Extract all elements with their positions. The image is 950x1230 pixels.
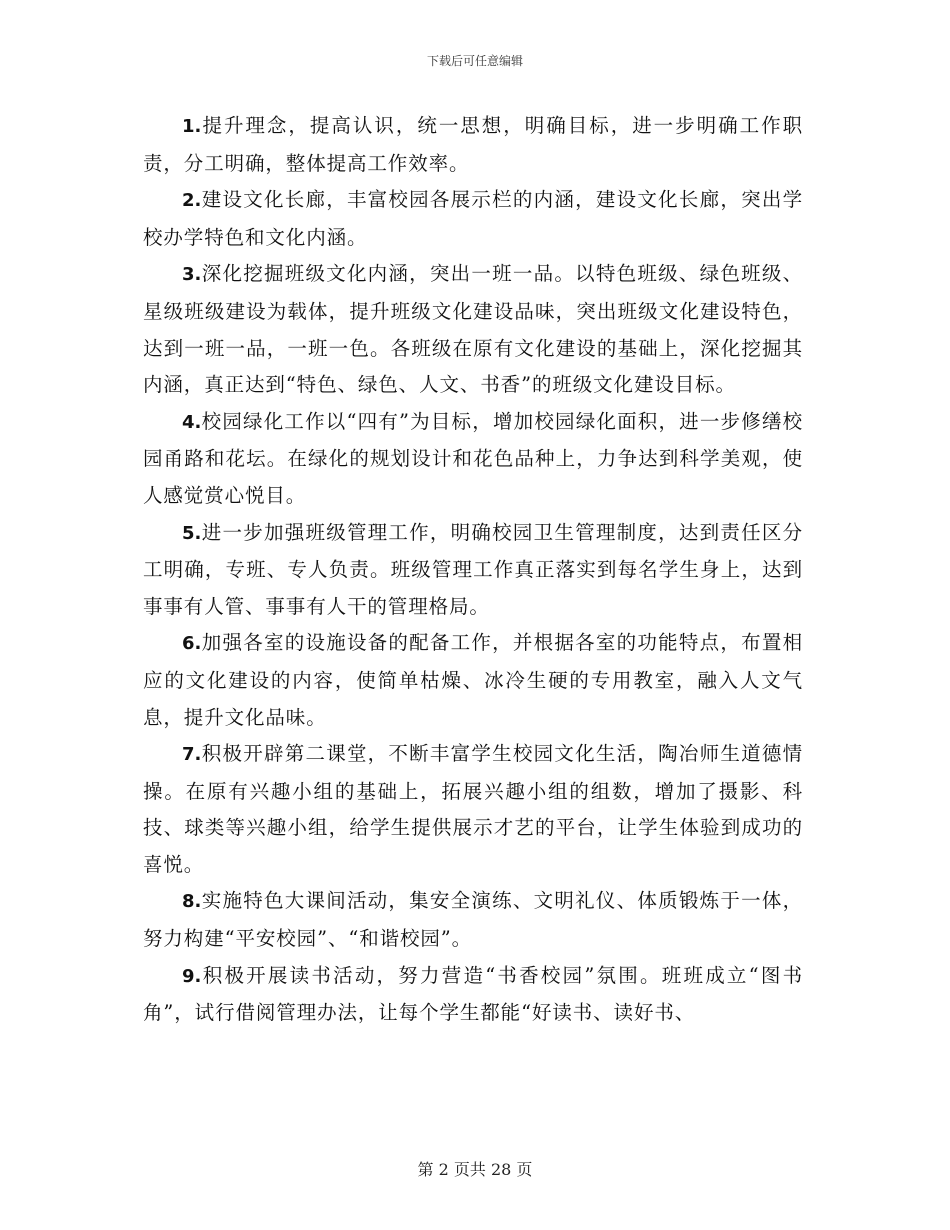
- item-number: 1.: [182, 116, 202, 137]
- paragraph-2: [143, 182, 803, 256]
- item-number: 3.: [182, 264, 202, 286]
- paragraph-7: [143, 736, 803, 883]
- paragraph-text: 深化挖掘班级文化内涵，突出一班一品。以特色班级、绿色班级、星级班级建设为载体，提升班级文化建设品味，突出班级文化建设特色，达到一班一品，一班一色。各班级在原有文化建设的基础上，深化挖掘其内涵，真正达到“特色、绿色、人文、书香”的班级文化建设目标。: [143, 262, 803, 397]
- paragraph-4: [143, 404, 803, 515]
- item-number: 6.: [182, 633, 202, 655]
- paragraph-8: [143, 883, 803, 957]
- page-header: 下载后可任意编辑: [426, 54, 523, 68]
- page-footer: 第 2 页共 28 页: [417, 1160, 533, 1179]
- paragraph-text: 加强各室的设施设备的配备工作，并根据各室的功能特点，布置相应的文化建设的内容，使简单枯燥、冰冷生硬的专用教室，融入人文气息，提升文化品味。: [143, 631, 803, 729]
- item-number: 8.: [182, 891, 202, 913]
- paragraph-5: [143, 515, 803, 626]
- item-number: 5.: [182, 522, 202, 544]
- item-number: 7.: [182, 744, 202, 766]
- paragraph-3: [143, 256, 803, 403]
- paragraph-text: 建设文化长廊，丰富校园各展示栏的内涵，建设文化长廊，突出学校办学特色和文化内涵。: [143, 188, 803, 249]
- paragraph-text: 实施特色大课间活动，集安全演练、文明礼仪、体质锻炼于一体，努力构建“平安校园”、“和谐校园”。: [143, 889, 803, 951]
- paragraph-text: 校园绿化工作以“四有”为目标，增加校园绿化面积，进一步修缮校园甬路和花坛。在绿化的规划设计和花色品种上，力争达到科学美观，使人感觉赏心悦目。: [143, 409, 803, 507]
- paragraph-9: [143, 958, 803, 1032]
- paragraph-text: 积极开辟第二课堂，不断丰富学生校园文化生活，陶冶师生道德情操。在原有兴趣小组的基础上，拓展兴趣小组的组数，增加了摄影、科技、球类等兴趣小组，给学生提供展示才艺的平台，让学生体验到成功的喜悦。: [143, 742, 803, 876]
- document-body: [143, 108, 803, 1032]
- paragraph-text: 积极开展读书活动，努力营造“书香校园”氛围。班班成立“图书角”，试行借阅管理办法，让每个学生都能“好读书、读好书、: [143, 963, 803, 1025]
- paragraph-6: [143, 625, 803, 736]
- paragraph-text: 提升理念，提高认识，统一思想，明确目标，进一步明确工作职责，分工明确，整体提高工作效率。: [143, 114, 803, 175]
- item-number: 4.: [182, 411, 202, 433]
- item-number: 2.: [182, 190, 202, 212]
- paragraph-1: [143, 108, 803, 182]
- paragraph-text: 进一步加强班级管理工作，明确校园卫生管理制度，达到责任区分工明确，专班、专人负责。班级管理工作真正落实到每名学生身上，达到事事有人管、事事有人干的管理格局。: [143, 520, 803, 618]
- item-number: 9.: [182, 965, 202, 987]
